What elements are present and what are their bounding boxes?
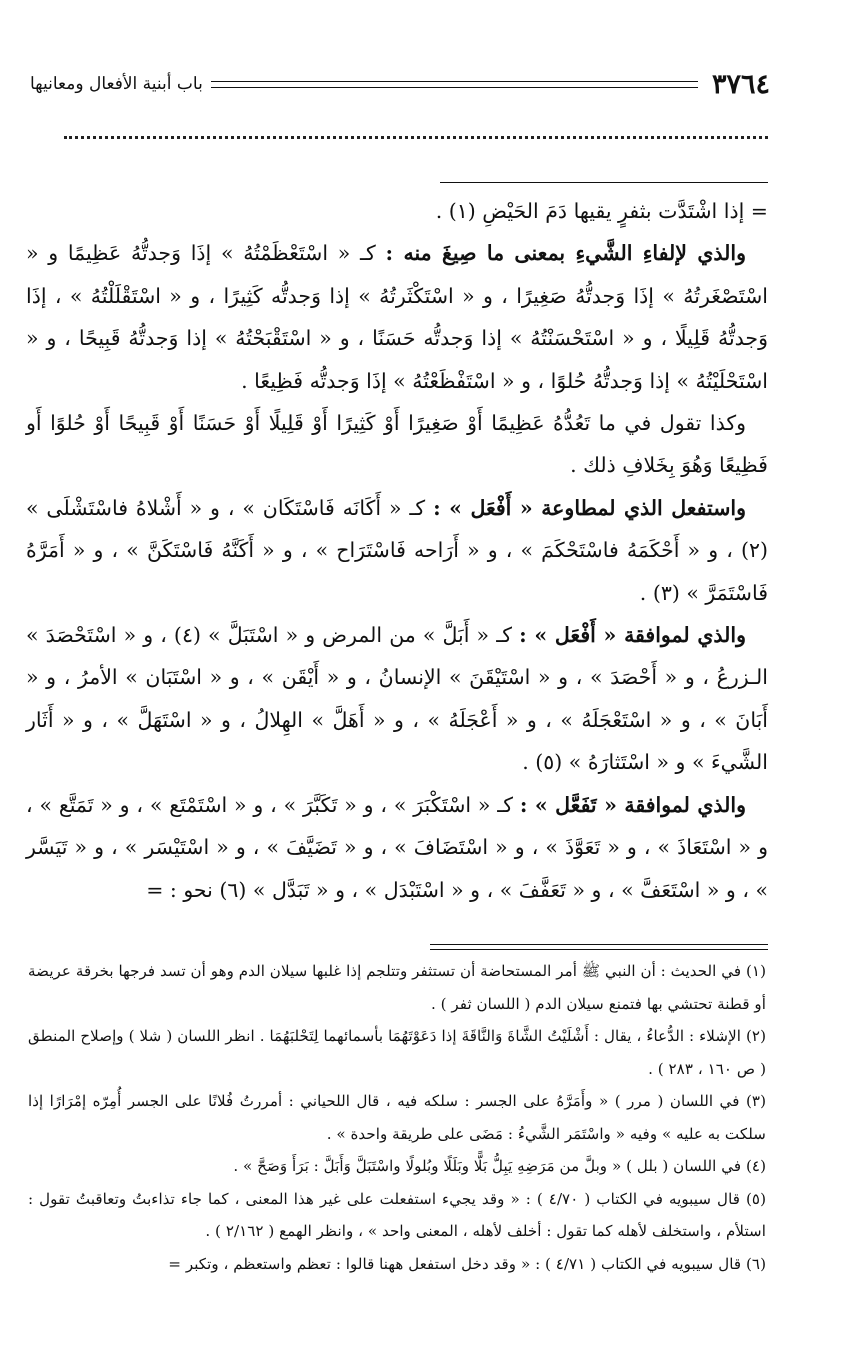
header-rule — [211, 81, 698, 88]
footnote-5: (٥) قال سيبويه في الكتاب ( ٤/٧٠ ) : « وقد يجيء استفعلت على غير هذا المعنى ، كما جاء تذاءبتُ وتعاقبتُ تقول : استلأم ، واستخلف لأهله كما تقول : أخلف لأهله ، المعنى واحد » ، وانظر الهمع ( ٢/١٦٢ ) . — [28, 1189, 767, 1240]
paragraph-mutawaa — [26, 487, 768, 614]
paragraph-muwafaqa-afal — [26, 614, 768, 784]
paragraph-continued: = إذا اشْتَدَّت بثفرٍ يقيها دَمَ الحَيْضِ (١) . — [435, 199, 768, 223]
footnote-2: (٢) الإشلاء : الدُّعاءُ ، يقال : أَشْلَيْتُ الشَّاةَ وَالنَّاقَةَ إذا دَعَوْتَهُمَا بأسمائهما لِتَحْلبَهُمَا . انظر اللسان ( شلا ) وإصلاح المنطق ( ص ١٦٠ ، ٢٨٣ ) . — [28, 1027, 766, 1078]
paragraph-kadha: وكذا تقول في ما تَعُدُّهُ عَظِيمًا أَوْ صَغِيرًا أَوْ كَثِيرًا أَوْ قَلِيلًا أَوْ حَسَنًا أَوْ قَبِيحًا أَوْ حُلوًا أَو فَظِيعًا وَهُوَ بِخَلافِ ذلك . — [26, 411, 768, 478]
page-number: ٣٧٦٤ — [711, 68, 770, 100]
paragraph-body: كـ « أَبَلَّ » من المرض و « اسْتَبَلَّ » (٤) ، و « اسْتَحْصَدَ » الـزرعُ ، و « أَحْصَدَ » ، و « اسْتَيْقَنَ » الإنسانُ ، و « أَيْقَن » ، و « اسْتَبَان » الأمرُ ، و « أَبَانَ » ، و « اسْتَعْجَلَهُ » ، و « أَعْجَلَهُ » ، و « أَهَلَّ » الهِلالُ ، و « اسْتَهَلَّ » ، و « أَثَار الشَّيءَ » و « اسْتَثارَهُ » (٥) . — [26, 623, 768, 775]
footnote-4: (٤) في اللسان ( بلل ) « وبلَّ من مَرَضِهِ يَبِلُّ بَلًّا وبَلَلًا وبُلولًا واسْتَبَلَّ وَأَبَلَّ : بَرَأَ وَصَحَّ » . — [233, 1157, 766, 1175]
paragraph-body: كـ « اسْتَعْظَمْتُهُ » إذَا وَجدتُّهُ عَظِيمًا و « اسْتَصْغَرتُهُ » إذَا وَجدتُّهُ صَغِيرًا ، و « اسْتَكْثَرتُهُ » إذا وَجدتُّه كَثِيرًا ، و « اسْتَقْلَلْتُهُ » ، إذَا وَجدتُّهُ قَلِيلًا ، و « اسْتَحْسَنْتُهُ » إذا وَجدتُّه حَسَنًا ، و « اسْتَقْبَحْتُهُ » إذا وَجدتُّهُ قَبِيحًا ، و « اسْتَحْلَيْتُهُ » إذا وَجدتُّهُ حُلوًا ، و « اسْتَفْظَعْتُهُ » إذَا وَجدتُّه فَظِيعًا . — [26, 241, 768, 393]
dotted-separator — [64, 136, 768, 151]
footnote-3: (٣) في اللسان ( مرر ) « وأَمَرَّهُ على الجسر : سلكه فيه ، قال اللحياني : أمررتُ فُلانًا على الجسر أُمِرّه إمْرَارًا إذا سلكت به عليه » وفيه « واسْتَمَر الشَّيءُ : مَضَى على طريقة واحدة » . — [28, 1092, 766, 1143]
footnote-6: (٦) قال سيبويه في الكتاب ( ٤/٧١ ) : « وقد دخل استفعل ههنا قالوا : تعظم واستعظم ، وتكبر = — [168, 1254, 766, 1273]
footnote-rule-inner — [430, 949, 768, 950]
continuation-rule — [440, 182, 768, 183]
paragraph-lead: واستفعل الذي لمطاوعة « أَفْعَل » : — [433, 495, 746, 520]
paragraph-lead: والذي لموافقة « أَفْعَل » : — [519, 623, 746, 648]
page-header — [30, 62, 770, 106]
footnotes — [28, 955, 766, 1280]
paragraph-lead: والذي لإلفاءِ الشَّيءِ بمعنى ما صِيغَ منه : — [385, 241, 746, 266]
paragraph-body: كـ « اسْتَكْبَرَ » ، و « تَكَبَّرَ » ، و « اسْتَمْتَع » ، و « تَمَتَّع » ، و « اسْتَعَاذَ » ، و « تَعَوَّذَ » ، و « اسْتَضَافَ » ، و « تَضَيَّفَ » ، و « اسْتَيْسَر » ، و « تَيَسَّر » ، و « اسْتَعَفَّ » ، و « تَعَفَّفَ » ، و « اسْتَبْدَل » ، و « تَبَدَّل » (٦) نحو : = — [26, 792, 768, 902]
paragraph-body: كـ « أَكَانَه فَاسْتَكَان » ، و « أَشْلاهُ فاسْتَشْلَى » (٢) ، و « أَحْكَمَهُ فاسْتَحْكَمَ » ، و « أَرَاحه فَاسْتَرَاح » ، و « أَكَنَّهُ فَاسْتَكَنَّ » ، و « أَمَرَّهُ فَاسْتَمَرَّ » (٣) . — [26, 495, 768, 605]
footnote-rule — [430, 944, 768, 945]
paragraph-muwafaqa-tafaal — [26, 784, 768, 911]
main-text — [26, 190, 768, 911]
paragraph-ilfa — [26, 232, 768, 402]
footnote-1: (١) في الحديث : أن النبي ﷺ أمر المستحاضة أن تستثفر وتتلجم إذا غلبها سيلان الدم وهو أن تسد فرجها بخرقة عريضة أو قطنة تحتشي بها فتمنع سيلان الدم ( اللسان ثفر ) . — [28, 962, 766, 1013]
running-title: باب أبنية الأفعال ومعانيها — [30, 74, 203, 94]
paragraph-lead: والذي لموافقة « تَفَعَّل » : — [519, 792, 746, 817]
